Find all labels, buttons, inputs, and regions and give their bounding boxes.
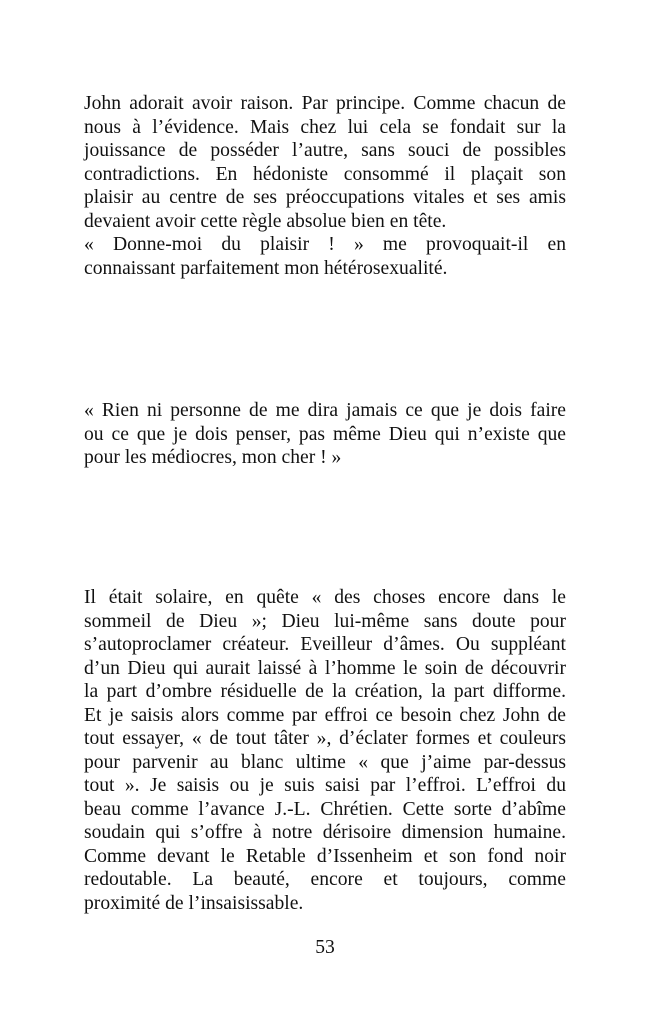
text-line: proximité de l’insaisissable. <box>84 892 304 914</box>
text-line: Il était solaire, en quête « des choses encore dans le <box>84 587 566 608</box>
text-line: ou ce que je dois penser, pas même Dieu qui n’existe que <box>84 423 566 445</box>
text-line: Comme devant le Retable d’Issenheim et son fond noir <box>84 845 566 867</box>
text-line: tout ». Je saisis ou je suis saisi par l’effroi. L’effroi du <box>84 775 566 796</box>
text-line: nous à l’évidence. Mais chez lui cela se fondait sur la <box>84 116 566 138</box>
text-line: John adorait avoir raison. Par principe. Comme chacun de <box>84 93 566 114</box>
page-number: 53 <box>315 937 335 958</box>
text-line: tout essayer, « de tout tâter », d’éclater formes et couleurs <box>84 728 566 749</box>
text-line: redoutable. La beauté, encore et toujours, comme <box>84 869 566 890</box>
text-line: « Donne-moi du plaisir ! » me provoquait-il en <box>84 234 566 255</box>
text-line: jouissance de posséder l’autre, sans souci de possibles <box>84 140 566 161</box>
text-line: plaisir au centre de ses préoccupations vitales et ses amis <box>84 187 566 208</box>
text-line: s’autoproclamer créateur. Eveilleur d’âmes. Ou suppléant <box>84 634 566 655</box>
paragraph-john-pleasure <box>84 92 566 280</box>
paragraph-quote <box>84 399 566 470</box>
text-line: pour les médiocres, mon cher ! » <box>84 447 342 468</box>
text-line: d’un Dieu qui aurait laissé à l’homme le soin de découvrir <box>84 657 566 679</box>
text-line: soudain qui s’offre à notre dérisoire dimension humaine. <box>84 822 566 843</box>
text-line: beau comme l’avance J.-L. Chrétien. Cette sorte d’abîme <box>84 798 566 820</box>
text-line: Et je saisis alors comme par effroi ce besoin chez John de <box>84 704 566 726</box>
text-line: sommeil de Dieu »; Dieu lui-même sans doute pour <box>84 610 566 632</box>
text-line: « Rien ni personne de me dira jamais ce que je dois faire <box>84 400 566 421</box>
text-line: devaient avoir cette règle absolue bien en tête. <box>84 210 447 232</box>
paragraph-solaire <box>84 586 566 915</box>
text-line: connaissant parfaitement mon hétérosexualité. <box>84 257 448 279</box>
text-line: la part d’ombre résiduelle de la création, la part difforme. <box>84 681 566 702</box>
text-line: pour parvenir au blanc ultime « que j’aime par-dessus <box>84 751 566 773</box>
text-line: contradictions. En hédoniste consommé il plaçait son <box>84 163 566 185</box>
